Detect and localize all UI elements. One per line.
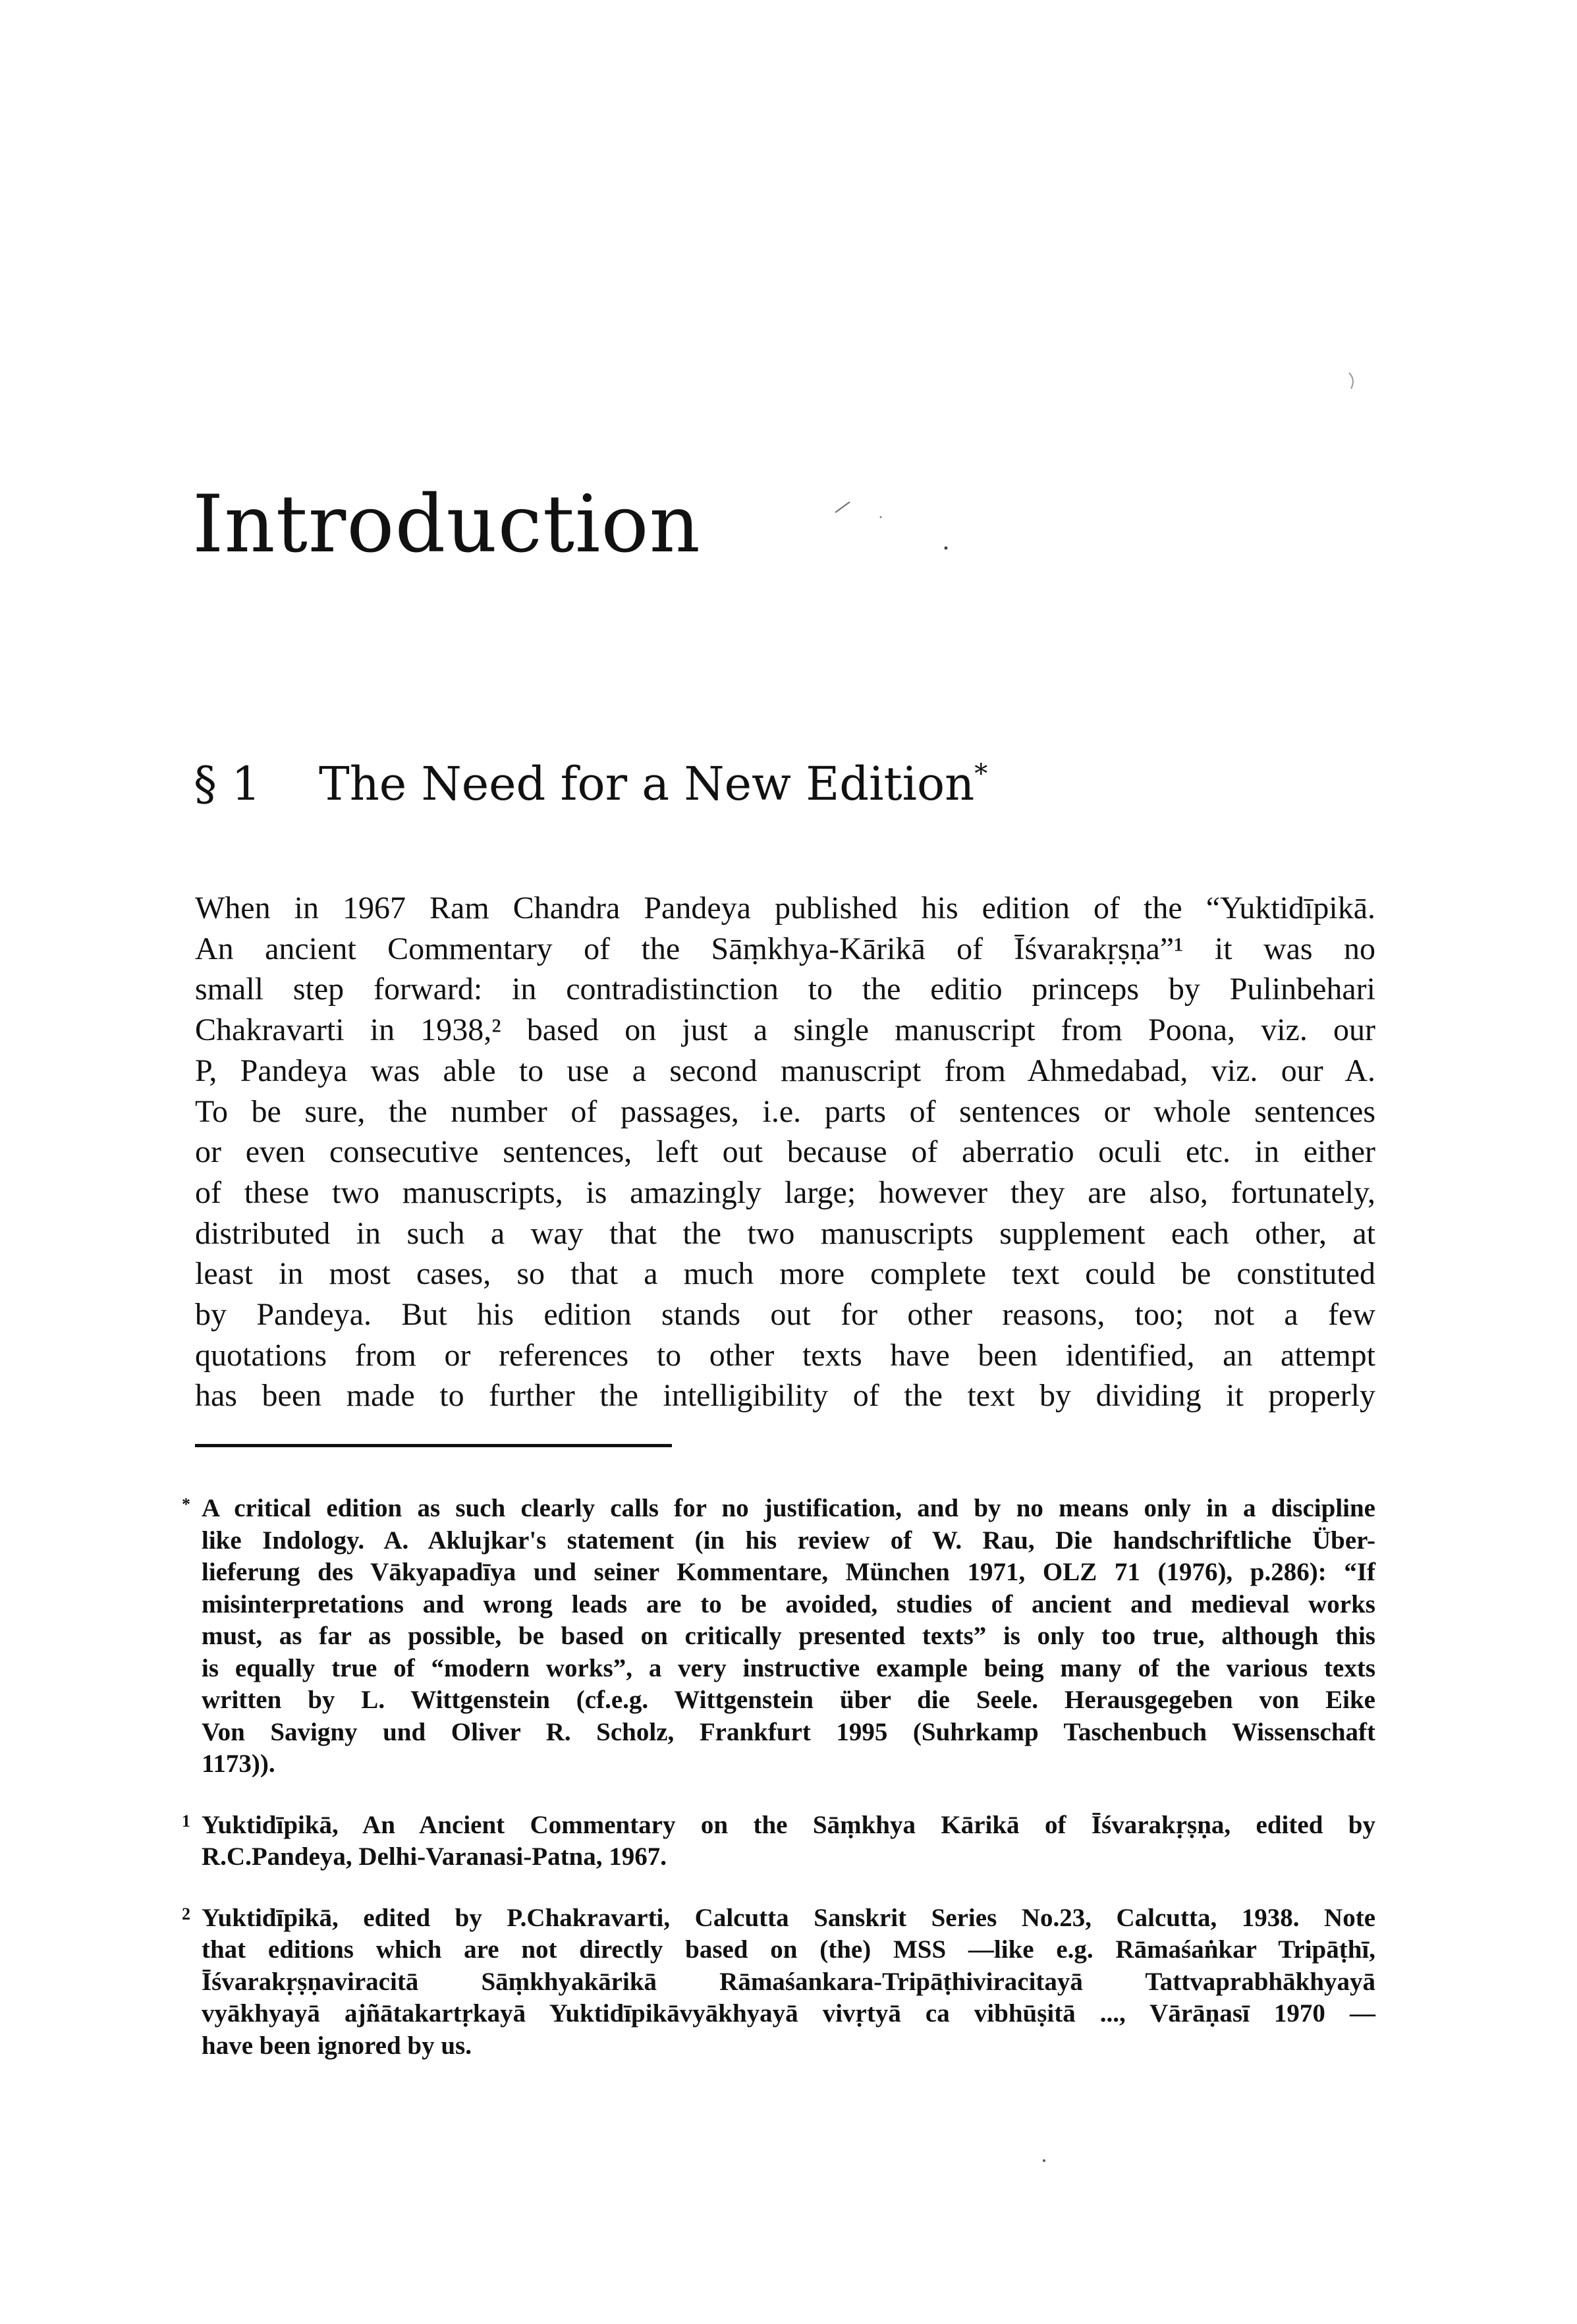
body-line: distributed in such a way that the two manuscripts supplement each other, at — [195, 1215, 1375, 1251]
section-heading — [194, 756, 987, 812]
section-footnote-ref: * — [974, 759, 988, 789]
footnote — [182, 1902, 1375, 2062]
body-line: An ancient Commentary of the Sāṃkhya-Kārikā of Īśvarakṛṣṇa”¹ it was no — [195, 931, 1375, 966]
body-line: or even consecutive sentences, left out because of aberratio oculi etc. in either — [195, 1134, 1375, 1170]
footnote-line: lieferung des Vākyapadīya und seiner Kommentare, München 1971, OLZ 71 (1976), p.286): “If — [202, 1558, 1375, 1586]
body-line: least in most cases, so that a much more complete text could be constituted — [195, 1256, 1375, 1292]
body-line: quotations from or references to other texts have been identified, an attempt — [195, 1337, 1375, 1373]
section-title: The Need for a New Edition — [319, 757, 975, 811]
footnote — [182, 1810, 1375, 1873]
footnotes — [182, 1493, 1375, 2091]
footnote-line: 1173)). — [202, 1750, 275, 1778]
body-line: To be sure, the number of passages, i.e. parts of sentences or whole sentences — [195, 1093, 1375, 1129]
footnote-line: Von Savigny und Oliver R. Scholz, Frankfurt 1995 (Suhrkamp Taschenbuch Wissenschaft — [202, 1717, 1375, 1746]
footnote-line: Yuktidīpikā, An Ancient Commentary on the Sāṃkhya Kārikā of Īśvarakṛṣṇa, edited by — [202, 1810, 1375, 1839]
footnote-line: is equally true of “modern works”, a very instructive example being many of the various texts — [202, 1653, 1375, 1682]
footnote — [182, 1493, 1375, 1781]
footnote-line: A critical edition as such clearly calls for no justification, and by no means only in a discipline — [202, 1494, 1375, 1522]
chapter-title: Introduction — [192, 479, 701, 570]
body-line: small step forward: in contradistinction to the editio princeps by Pulinbehari — [195, 972, 1375, 1007]
footnote-line: like Indology. A. Aklujkar's statement (in his review of W. Rau, Die handschriftliche Über- — [202, 1526, 1375, 1555]
footnote-line: that editions which are not directly based on (the) MSS —like e.g. Rāmaśaṅkar Tripāṭhī, — [202, 1935, 1375, 1964]
footnote-line: must, as far as possible, be based on critically presented texts” is only too true, although this — [202, 1622, 1375, 1650]
footnote-line: misinterpretations and wrong leads are to be avoided, studies of ancient and medieval works — [202, 1590, 1375, 1618]
section-number: § 1 — [194, 757, 261, 811]
footnote-divider — [195, 1444, 672, 1447]
footnote-line: have been ignored by us. — [202, 2031, 472, 2060]
footnote-marker: 1 — [182, 1811, 190, 1831]
body-line: Chakravarti in 1938,² based on just a single manuscript from Poona, viz. our — [195, 1012, 1375, 1048]
body-line: of these two manuscripts, is amazingly large; however they are also, fortunately, — [195, 1175, 1375, 1210]
body-line: has been made to further the intelligibility of the text by dividing it properly — [195, 1378, 1375, 1414]
body-line: P, Pandeya was able to use a second manuscript from Ahmedabad, viz. our A. — [195, 1053, 1375, 1088]
footnote-line: written by L. Wittgenstein (cf.e.g. Wittgenstein über die Seele. Herausgegeben von Eike — [202, 1686, 1375, 1714]
body-paragraph — [195, 888, 1375, 1416]
footnote-line: Īśvarakṛṣṇaviracitā Sāṃkhyakārikā Rāmaśankara-Tripāṭhiviracitayā Tattvaprabhākhyayā — [202, 1967, 1375, 1996]
footnote-line: vyākhyayā ajñātakartṛkayā Yuktidīpikāvyākhyayā vivṛtyā ca vibhūṣitā ..., Vārāṇasī 1970 — — [202, 1999, 1375, 2028]
body-line: When in 1967 Ram Chandra Pandeya published his edition of the “Yuktidīpikā. — [195, 891, 1375, 926]
footnote-line: Yuktidīpikā, edited by P.Chakravarti, Calcutta Sanskrit Series No.23, Calcutta, 1938. Note — [202, 1903, 1375, 1932]
footnote-marker: 2 — [182, 1904, 190, 1923]
body-line: by Pandeya. But his edition stands out for other reasons, too; not a few — [195, 1297, 1375, 1333]
footnote-line: R.C.Pandeya, Delhi-Varanasi-Patna, 1967. — [202, 1842, 667, 1871]
footnote-marker: * — [182, 1495, 190, 1514]
